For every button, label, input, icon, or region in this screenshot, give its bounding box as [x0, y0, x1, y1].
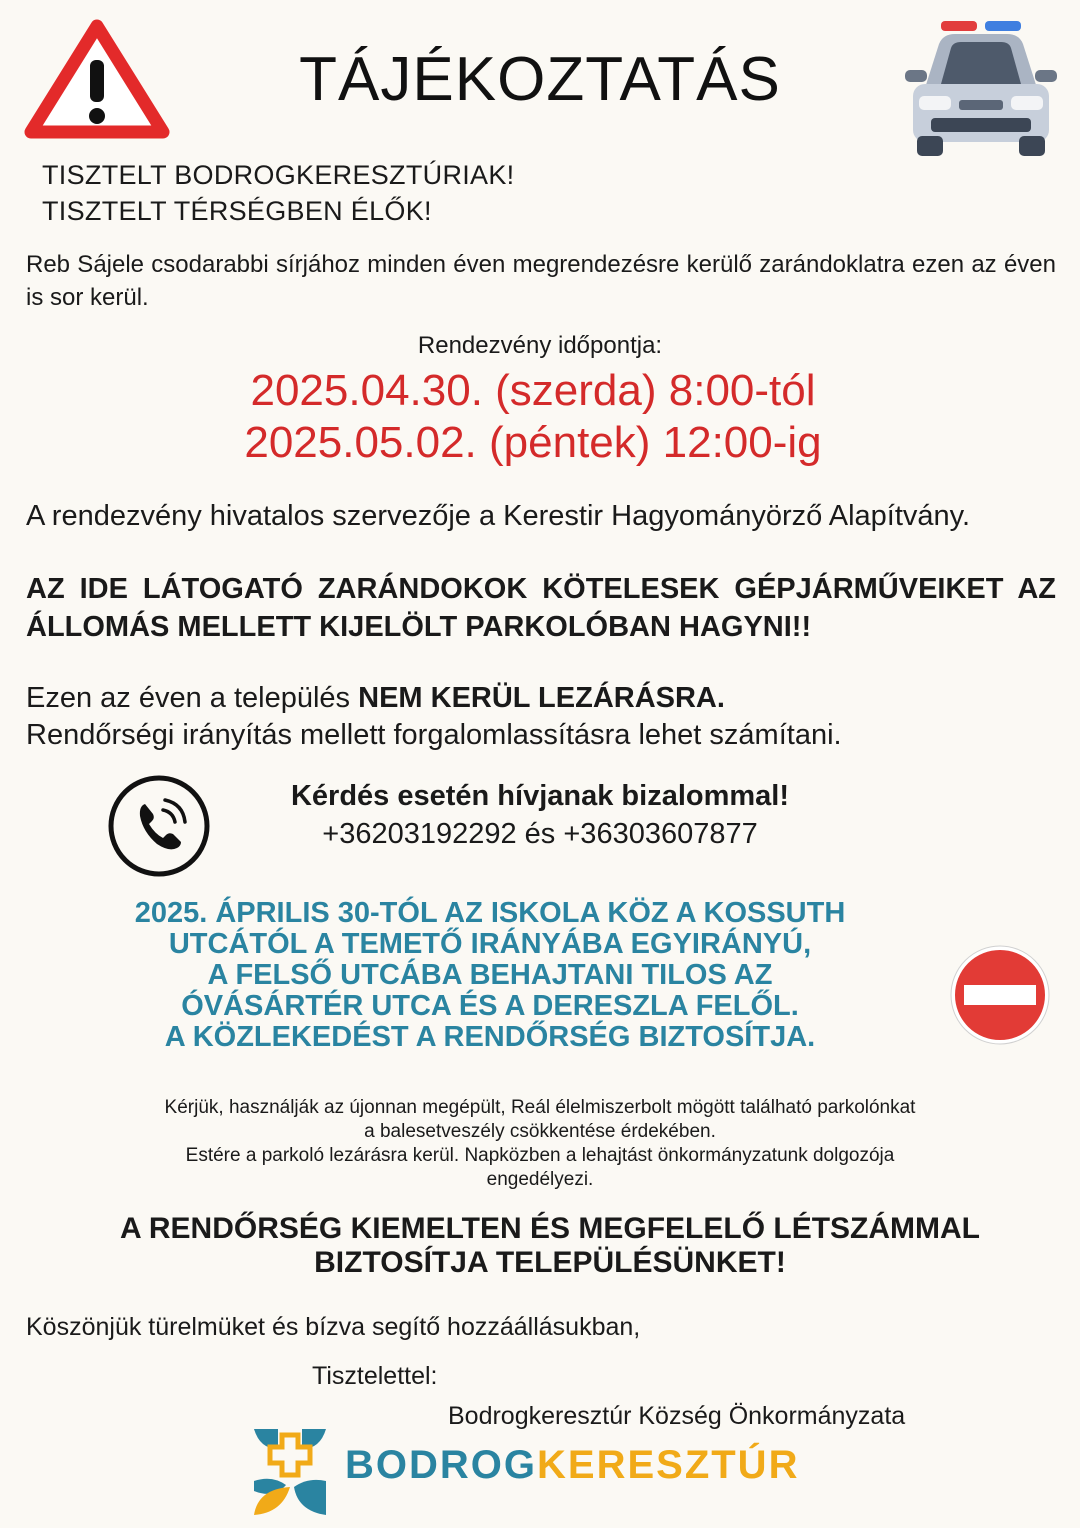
- event-end-date: 2025.05.02. (péntek) 12:00-ig: [244, 418, 822, 467]
- police-note-line: BIZTOSÍTJA TELEPÜLÉSÜNKET!: [314, 1246, 786, 1279]
- parking-note-line: a balesetveszély csökkentése érdekében.: [364, 1121, 716, 1142]
- greeting-line: TISZTELT TÉRSÉGBEN ÉLŐK!: [42, 196, 432, 226]
- event-date-label: Rendezvény időpontja:: [417, 332, 663, 359]
- parking-note: [20, 1096, 1060, 1192]
- logo-wordmark-part-1: BODROG: [345, 1443, 537, 1487]
- event-start-date: 2025.04.30. (szerda) 8:00-tól: [250, 366, 816, 415]
- logo-wordmark: [345, 1443, 799, 1488]
- parking-note-line: Kérjük, használják az újonnan megépült, Reál élelmiszerbolt mögött található parkolónkat: [164, 1097, 916, 1118]
- organizer-paragraph: A rendezvény hivatalos szervezője a Kerestir Hagyományörző Alapítvány.: [26, 500, 971, 532]
- traffic-notice-line: A FELSŐ UTCÁBA BEHAJTANI TILOS AZ: [207, 959, 773, 991]
- traffic-notice: [40, 898, 1030, 1053]
- closure-emphasis: NEM KERÜL LEZÁRÁSRA.: [358, 682, 725, 714]
- signature-line: Bodrogkeresztúr Község Önkormányzata: [448, 1402, 906, 1430]
- traffic-notice-line: A KÖZLEKEDÉST A RENDŐRSÉG BIZTOSÍTJA.: [164, 1021, 816, 1053]
- parking-note-line: engedélyezi.: [486, 1169, 594, 1190]
- closure-prefix: Ezen az éven a település: [26, 682, 359, 714]
- intro-paragraph: Reb Sájele csodarabbi sírjához minden éven megrendezésre kerülő zarándoklatra ezen az éven is sor kerül.: [26, 251, 1056, 311]
- phone-number-1[interactable]: +36203192292: [322, 818, 517, 850]
- greeting-line: TISZTELT BODROGKERESZTÚRIAK!: [42, 160, 515, 190]
- contact-question: Kérdés esetén hívjanak bizalommal!: [290, 780, 790, 812]
- logo-wordmark-part-2: KERESZTÚR: [537, 1443, 800, 1487]
- phone-joiner: és: [516, 818, 564, 850]
- traffic-notice-line: UTCÁTÓL A TEMETŐ IRÁNYÁBA EGYIRÁNYÚ,: [168, 928, 812, 960]
- police-direction-sentence: Rendőrségi irányítás mellett forgalomlassításra lehet számítani.: [26, 719, 842, 751]
- closure-sentence: [26, 682, 725, 715]
- traffic-notice-line: 2025. ÁPRILIS 30-TÓL AZ ISKOLA KÖZ A KOSSUTH: [134, 897, 846, 929]
- police-note-line: A RENDŐRSÉG KIEMELTEN ÉS MEGFELELŐ LÉTSZÁMMAL: [119, 1212, 980, 1245]
- phone-number-2[interactable]: +36303607877: [563, 818, 758, 850]
- phone-icon: [107, 774, 211, 883]
- traffic-notice-line: ÓVÁSÁRTÉR UTCA ÉS A DERESZLA FELŐL.: [181, 990, 799, 1022]
- thanks-line: Köszönjük türelmüket és bízva segítő hozzáállásukban,: [26, 1313, 641, 1341]
- no-entry-icon: [950, 945, 1050, 1050]
- logo-icon: [252, 1425, 328, 1522]
- parking-note-line: Estére a parkoló lezárásra kerül. Napközben a lehajtást önkormányzatunk dolgozója: [185, 1145, 895, 1166]
- contact-phones: [240, 818, 840, 851]
- parking-obligation: AZ IDE LÁTOGATÓ ZARÁNDOKOK KÖTELESEK GÉPJÁRMŰVEIKET AZ ÁLLOMÁS MELLETT KIJELÖLT PARKOLÓBAN HAGYNI!!: [26, 573, 1056, 643]
- police-car-icon: [905, 18, 1057, 163]
- regards-line: Tisztelettel:: [312, 1362, 438, 1390]
- police-note: [20, 1212, 1080, 1280]
- page-title: TÁJÉKOZTATÁS: [299, 45, 781, 114]
